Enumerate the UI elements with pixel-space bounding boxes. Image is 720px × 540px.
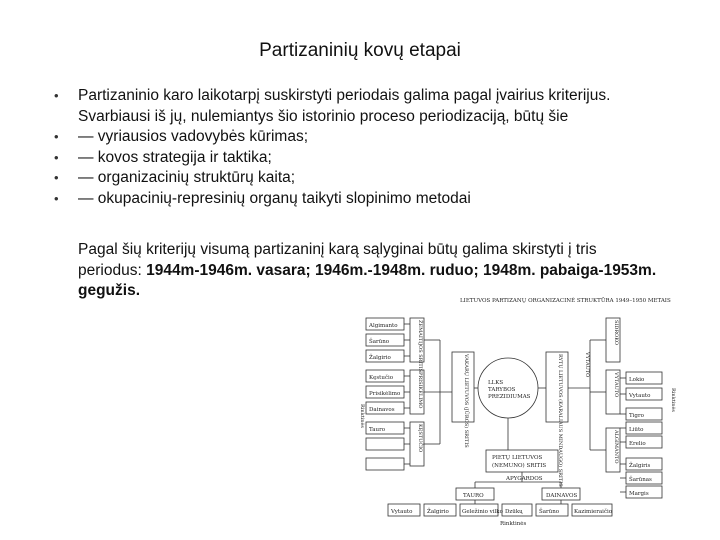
bullet-dot-icon: • (54, 190, 59, 206)
diagram-header: LIETUVOS PARTIZANŲ ORGANIZACINĖ STRUKTŪRA 1949–1950 METAIS (460, 298, 671, 304)
diagram-left-box: Tauro (369, 427, 386, 433)
diagram-south-group: DAINAVOS (546, 493, 578, 499)
diagram-center-circle-line: PREZIDIUMAS (488, 394, 531, 400)
bullet-item (54, 189, 674, 210)
diagram-left-box: Kęstučio (369, 375, 394, 381)
diagram-left-box: Šarūno (369, 339, 390, 345)
bullet-dot-icon: • (54, 88, 59, 103)
bullet-text-continued: Svarbiausi iš jų, nulemiantys šio istorinio proceso periodizaciją, būtų šie (78, 107, 569, 125)
diagram-svg (360, 292, 715, 528)
diagram-right-district-label: VYTAUTO (613, 372, 619, 398)
diagram-bottom-box: Vytauto (391, 509, 413, 515)
diagram-bottom-box: Dzūkų (505, 509, 523, 515)
bullet-text: — kovos strategija ir taktika; (78, 148, 272, 166)
bullet-item (54, 127, 674, 148)
diagram-right-box: Erelio (629, 441, 646, 447)
diagram-bottom-box: Žalgirio (427, 509, 449, 515)
bullet-dot-icon: • (54, 170, 59, 185)
diagram-right-box: Vytauto (629, 393, 651, 399)
diagram-bottom-box: Geležinio vilko (462, 509, 503, 515)
diagram-center-right-label: RYTŲ LIETUVOS (KARALIAUS MINDAUGO) SRITIS (557, 354, 563, 487)
diagram-center-circle-line: TARYBOS (488, 387, 516, 393)
diagram-bottom-box: Šarūno (539, 509, 560, 515)
diagram-left-district-label: PRISIKĖLIMO (417, 372, 423, 409)
diagram-left-box: Prisikėlimo (369, 391, 401, 397)
diagram-south-box-line: (NEMUNO) SRITIS (492, 463, 547, 469)
diagram-left-district-label: KĘSTUČIO (417, 424, 423, 453)
diagram-right-box: Žalgiris (629, 463, 651, 469)
closing-periods-bold: 1944m-1946m. vasara; 1946m.-1948m. ruduo; 1948m. pabaiga-1953m. (146, 261, 657, 279)
diagram-right-top-label: VYTAUTO (584, 352, 590, 378)
bullet-text: — okupacinių-represinių organų taikyti slopinimo metodai (78, 189, 471, 207)
diagram-center-circle-line: LLKS (488, 380, 504, 386)
diagram-right-box: Šarūnas (629, 477, 652, 483)
diagram-left-box: Algimanto (369, 323, 398, 329)
diagram-left-edge-label: Rinktinės (359, 404, 365, 428)
bullet-dot-icon: • (54, 129, 59, 144)
diagram-right-box: Margis (629, 491, 649, 497)
diagram-right-edge-label: Rinktinės (670, 388, 676, 412)
diagram-south-box-line: PIETŲ LIETUVOS (492, 455, 543, 461)
slide-title: Partizaninių kovų etapai (259, 40, 461, 61)
diagram-left-box: Dainavos (369, 407, 395, 413)
diagram-south-label: APYGARDOS (506, 476, 543, 482)
diagram-right-box: Tigro (629, 413, 644, 419)
closing-line-2-plain: periodus: (78, 261, 147, 279)
bullet-text: — vyriausios vadovybės kūrimas; (78, 128, 308, 145)
organization-structure-diagram (360, 292, 715, 528)
diagram-left-district-label: ŽEMAITIJOS SRITIS (417, 320, 423, 373)
bullet-text: — organizacinių struktūrų kaita; (78, 169, 296, 186)
bullet-item (54, 168, 674, 189)
closing-line-1: Pagal šių kriterijų visumą partizaninį karą sąlyginai būtų galima skirstyti į tris (78, 241, 597, 258)
diagram-right-district-label: ALGIMANTO (613, 430, 619, 464)
diagram-south-group: TAURO (463, 493, 484, 499)
diagram-center-left-label: VAKARŲ LIETUVOS (JŪROS) SRITIS (463, 354, 469, 448)
diagram-right-box: Lokio (629, 377, 645, 383)
bullet-item (54, 148, 674, 169)
bullet-text: Partizaninio karo laikotarpį suskirstyti periodais galima pagal įvairius kriterijus. (78, 87, 611, 104)
diagram-footer: Rinktinės (500, 521, 527, 527)
diagram-left-box: Žalgirio (369, 355, 391, 361)
diagram-right-box: Liūto (629, 427, 644, 433)
bullet-item (54, 86, 674, 127)
closing-line-3-bold: gegužis. (78, 282, 141, 299)
bullet-dot-icon: • (54, 149, 59, 165)
diagram-right-district-label: SIDROKO (613, 320, 619, 345)
diagram-bottom-box: Kazimieraičio (574, 509, 613, 515)
bullet-list (54, 86, 674, 209)
